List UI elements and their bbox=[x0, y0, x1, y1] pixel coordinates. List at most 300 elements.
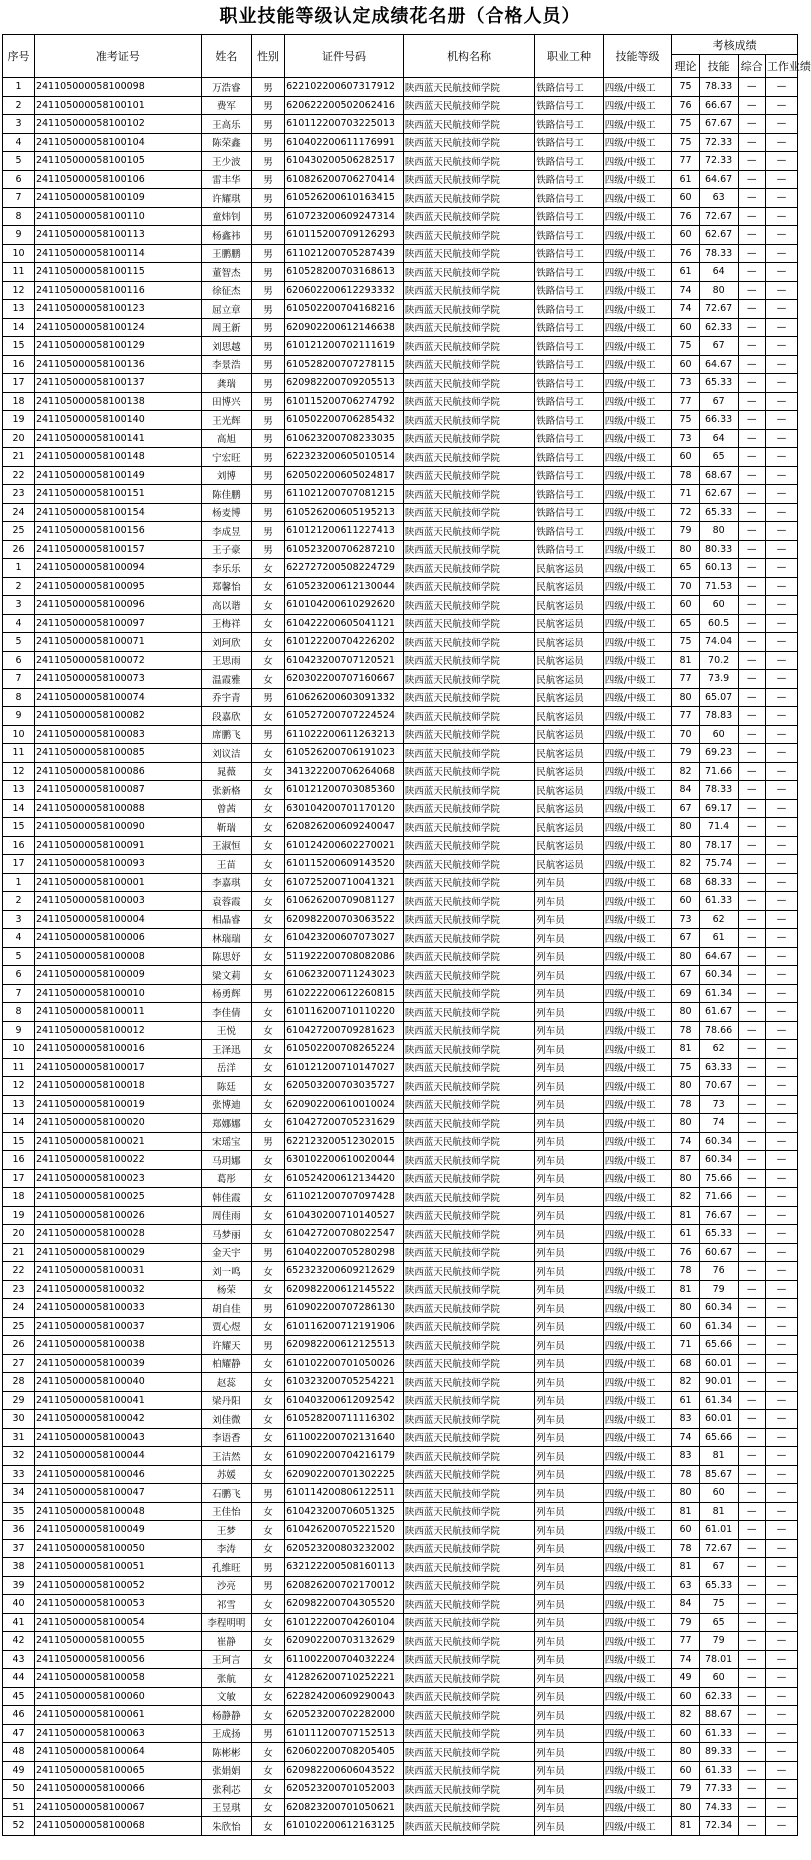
cell-name: 王昱琪 bbox=[201, 1798, 251, 1817]
cell-exam-no: 241105000058100055 bbox=[34, 1632, 201, 1651]
table-row bbox=[3, 651, 798, 670]
cell-job: 列车员 bbox=[535, 947, 604, 966]
cell-gender: 男 bbox=[251, 300, 284, 319]
cell-job: 铁路信号工 bbox=[535, 392, 604, 411]
cell-work: — bbox=[765, 1132, 797, 1151]
cell-job: 列车员 bbox=[535, 1169, 604, 1188]
cell-org: 陕西蓝天民航技师学院 bbox=[403, 947, 534, 966]
cell-skill: 68.33 bbox=[699, 873, 738, 892]
table-row bbox=[3, 207, 798, 226]
cell-seq: 19 bbox=[3, 411, 35, 430]
cell-org: 陕西蓝天民航技师学院 bbox=[403, 1077, 534, 1096]
table-row bbox=[3, 1595, 798, 1614]
cell-exam-no: 241105000058100028 bbox=[34, 1225, 201, 1244]
cell-exam-no: 241105000058100050 bbox=[34, 1539, 201, 1558]
cell-level: 四级/中级工 bbox=[603, 337, 672, 356]
cell-exam-no: 241105000058100003 bbox=[34, 892, 201, 911]
cell-theory: 74 bbox=[672, 1132, 699, 1151]
cell-gender: 女 bbox=[251, 1465, 284, 1484]
cell-gender: 男 bbox=[251, 337, 284, 356]
table-row bbox=[3, 1040, 798, 1059]
cell-name: 刘思越 bbox=[201, 337, 251, 356]
cell-level: 四级/中级工 bbox=[603, 651, 672, 670]
cell-id-no: 412826200710252221 bbox=[285, 1669, 404, 1688]
cell-gender: 女 bbox=[251, 1743, 284, 1762]
cell-id-no: 610528200707278115 bbox=[285, 355, 404, 374]
cell-seq: 2 bbox=[3, 577, 35, 596]
cell-org: 陕西蓝天民航技师学院 bbox=[403, 633, 534, 652]
cell-work: — bbox=[765, 1206, 797, 1225]
table-row bbox=[3, 984, 798, 1003]
cell-gender: 男 bbox=[251, 263, 284, 282]
cell-seq: 41 bbox=[3, 1613, 35, 1632]
cell-name: 苏媛 bbox=[201, 1465, 251, 1484]
cell-exam-no: 241105000058100043 bbox=[34, 1428, 201, 1447]
cell-work: — bbox=[765, 1169, 797, 1188]
cell-name: 王洁然 bbox=[201, 1447, 251, 1466]
cell-id-no: 610527200707224524 bbox=[285, 707, 404, 726]
cell-org: 陕西蓝天民航技师学院 bbox=[403, 725, 534, 744]
cell-skill: 60 bbox=[699, 1484, 738, 1503]
cell-exam-no: 241105000058100019 bbox=[34, 1095, 201, 1114]
cell-seq: 51 bbox=[3, 1798, 35, 1817]
cell-level: 四级/中级工 bbox=[603, 1410, 672, 1429]
table-row bbox=[3, 1169, 798, 1188]
cell-id-no: 610111200707152513 bbox=[285, 1724, 404, 1743]
cell-gender: 男 bbox=[251, 1299, 284, 1318]
cell-name: 宋瑶宝 bbox=[201, 1132, 251, 1151]
cell-theory: 84 bbox=[672, 781, 699, 800]
cell-comprehensive: — bbox=[738, 910, 765, 929]
table-row bbox=[3, 503, 798, 522]
cell-gender: 女 bbox=[251, 1632, 284, 1651]
cell-exam-no: 241105000058100022 bbox=[34, 1151, 201, 1170]
cell-level: 四级/中级工 bbox=[603, 1021, 672, 1040]
cell-work: — bbox=[765, 318, 797, 337]
cell-skill: 74.04 bbox=[699, 633, 738, 652]
cell-job: 列车员 bbox=[535, 1336, 604, 1355]
cell-work: — bbox=[765, 1780, 797, 1799]
cell-level: 四级/中级工 bbox=[603, 688, 672, 707]
cell-level: 四级/中级工 bbox=[603, 1632, 672, 1651]
cell-name: 祁雪 bbox=[201, 1595, 251, 1614]
cell-theory: 82 bbox=[672, 1373, 699, 1392]
cell-org: 陕西蓝天民航技师学院 bbox=[403, 1003, 534, 1022]
cell-gender: 男 bbox=[251, 189, 284, 208]
cell-level: 四级/中级工 bbox=[603, 799, 672, 818]
cell-work: — bbox=[765, 873, 797, 892]
table-row bbox=[3, 1021, 798, 1040]
cell-skill: 70.2 bbox=[699, 651, 738, 670]
cell-seq: 17 bbox=[3, 374, 35, 393]
cell-level: 四级/中级工 bbox=[603, 429, 672, 448]
cell-id-no: 620982200709205513 bbox=[285, 374, 404, 393]
cell-work: — bbox=[765, 207, 797, 226]
table-row bbox=[3, 1539, 798, 1558]
cell-exam-no: 241105000058100088 bbox=[34, 799, 201, 818]
cell-skill: 67 bbox=[699, 1558, 738, 1577]
cell-seq: 22 bbox=[3, 1262, 35, 1281]
cell-theory: 87 bbox=[672, 1151, 699, 1170]
cell-theory: 79 bbox=[672, 1780, 699, 1799]
cell-job: 列车员 bbox=[535, 1817, 604, 1836]
cell-name: 万浩睿 bbox=[201, 78, 251, 97]
cell-id-no: 620982200612125513 bbox=[285, 1336, 404, 1355]
cell-theory: 70 bbox=[672, 725, 699, 744]
cell-skill: 65.33 bbox=[699, 374, 738, 393]
cell-theory: 81 bbox=[672, 1040, 699, 1059]
cell-seq: 11 bbox=[3, 1058, 35, 1077]
cell-seq: 49 bbox=[3, 1761, 35, 1780]
cell-comprehensive: — bbox=[738, 688, 765, 707]
cell-id-no: 610725200710041321 bbox=[285, 873, 404, 892]
cell-name: 陈思妤 bbox=[201, 947, 251, 966]
cell-gender: 女 bbox=[251, 855, 284, 874]
cell-level: 四级/中级工 bbox=[603, 1262, 672, 1281]
cell-org: 陕西蓝天民航技师学院 bbox=[403, 392, 534, 411]
cell-seq: 1 bbox=[3, 559, 35, 578]
cell-work: — bbox=[765, 707, 797, 726]
cell-comprehensive: — bbox=[738, 1114, 765, 1133]
cell-skill: 78.01 bbox=[699, 1650, 738, 1669]
cell-id-no: 610124200602270021 bbox=[285, 836, 404, 855]
table-row bbox=[3, 281, 798, 300]
cell-name: 王少波 bbox=[201, 152, 251, 171]
cell-level: 四级/中级工 bbox=[603, 522, 672, 541]
cell-exam-no: 241105000058100041 bbox=[34, 1391, 201, 1410]
cell-level: 四级/中级工 bbox=[603, 1761, 672, 1780]
table-row bbox=[3, 1188, 798, 1207]
table-row bbox=[3, 1502, 798, 1521]
cell-org: 陕西蓝天民航技师学院 bbox=[403, 411, 534, 430]
cell-level: 四级/中级工 bbox=[603, 1613, 672, 1632]
header-scores: 考核成绩 bbox=[672, 35, 798, 55]
table-row bbox=[3, 170, 798, 189]
cell-level: 四级/中级工 bbox=[603, 614, 672, 633]
cell-job: 列车员 bbox=[535, 966, 604, 985]
cell-id-no: 622727200508224729 bbox=[285, 559, 404, 578]
cell-level: 四级/中级工 bbox=[603, 1132, 672, 1151]
cell-org: 陕西蓝天民航技师学院 bbox=[403, 577, 534, 596]
cell-org: 陕西蓝天民航技师学院 bbox=[403, 226, 534, 245]
cell-work: — bbox=[765, 1521, 797, 1540]
cell-gender: 男 bbox=[251, 448, 284, 467]
cell-name: 杨麦博 bbox=[201, 503, 251, 522]
header-work: 工作业绩 bbox=[765, 55, 797, 78]
table-row bbox=[3, 1576, 798, 1595]
cell-org: 陕西蓝天民航技师学院 bbox=[403, 1521, 534, 1540]
cell-name: 林瑞瑞 bbox=[201, 929, 251, 948]
cell-seq: 21 bbox=[3, 1243, 35, 1262]
cell-id-no: 610114200806122511 bbox=[285, 1484, 404, 1503]
cell-work: — bbox=[765, 1798, 797, 1817]
cell-id-no: 620902200703132629 bbox=[285, 1632, 404, 1651]
cell-work: — bbox=[765, 855, 797, 874]
table-row bbox=[3, 1077, 798, 1096]
cell-work: — bbox=[765, 1336, 797, 1355]
cell-id-no: 610121200710147027 bbox=[285, 1058, 404, 1077]
cell-skill: 61.34 bbox=[699, 1391, 738, 1410]
cell-comprehensive: — bbox=[738, 152, 765, 171]
cell-exam-no: 241105000058100047 bbox=[34, 1484, 201, 1503]
cell-exam-no: 241105000058100065 bbox=[34, 1761, 201, 1780]
cell-name: 王苗 bbox=[201, 855, 251, 874]
table-row bbox=[3, 1669, 798, 1688]
cell-exam-no: 241105000058100137 bbox=[34, 374, 201, 393]
cell-work: — bbox=[765, 466, 797, 485]
cell-gender: 男 bbox=[251, 1576, 284, 1595]
cell-comprehensive: — bbox=[738, 725, 765, 744]
cell-level: 四级/中级工 bbox=[603, 1391, 672, 1410]
cell-comprehensive: — bbox=[738, 78, 765, 97]
cell-gender: 女 bbox=[251, 1798, 284, 1817]
cell-job: 列车员 bbox=[535, 1761, 604, 1780]
cell-theory: 71 bbox=[672, 1336, 699, 1355]
cell-id-no: 620602200708205405 bbox=[285, 1743, 404, 1762]
cell-level: 四级/中级工 bbox=[603, 207, 672, 226]
cell-level: 四级/中级工 bbox=[603, 1780, 672, 1799]
cell-work: — bbox=[765, 1114, 797, 1133]
cell-gender: 女 bbox=[251, 1391, 284, 1410]
cell-work: — bbox=[765, 115, 797, 134]
cell-level: 四级/中级工 bbox=[603, 1521, 672, 1540]
cell-id-no: 610526200610163415 bbox=[285, 189, 404, 208]
cell-job: 列车员 bbox=[535, 1003, 604, 1022]
cell-skill: 78.83 bbox=[699, 707, 738, 726]
cell-work: — bbox=[765, 1040, 797, 1059]
cell-level: 四级/中级工 bbox=[603, 836, 672, 855]
table-row bbox=[3, 799, 798, 818]
cell-seq: 42 bbox=[3, 1632, 35, 1651]
cell-comprehensive: — bbox=[738, 1243, 765, 1262]
cell-theory: 76 bbox=[672, 244, 699, 263]
cell-work: — bbox=[765, 1761, 797, 1780]
cell-seq: 23 bbox=[3, 1280, 35, 1299]
cell-job: 列车员 bbox=[535, 1077, 604, 1096]
cell-gender: 女 bbox=[251, 614, 284, 633]
cell-exam-no: 241105000058100053 bbox=[34, 1595, 201, 1614]
cell-id-no: 620502200605024817 bbox=[285, 466, 404, 485]
cell-work: — bbox=[765, 1428, 797, 1447]
cell-seq: 31 bbox=[3, 1428, 35, 1447]
cell-level: 四级/中级工 bbox=[603, 725, 672, 744]
cell-level: 四级/中级工 bbox=[603, 1650, 672, 1669]
cell-org: 陕西蓝天民航技师学院 bbox=[403, 1114, 534, 1133]
cell-comprehensive: — bbox=[738, 540, 765, 559]
cell-gender: 男 bbox=[251, 1132, 284, 1151]
cell-id-no: 610526200706191023 bbox=[285, 744, 404, 763]
cell-exam-no: 241105000058100109 bbox=[34, 189, 201, 208]
table-row bbox=[3, 781, 798, 800]
cell-org: 陕西蓝天民航技师学院 bbox=[403, 614, 534, 633]
cell-id-no: 610423200707120521 bbox=[285, 651, 404, 670]
cell-seq: 4 bbox=[3, 614, 35, 633]
cell-seq: 11 bbox=[3, 744, 35, 763]
cell-job: 民航客运员 bbox=[535, 744, 604, 763]
cell-job: 列车员 bbox=[535, 1521, 604, 1540]
table-row bbox=[3, 244, 798, 263]
cell-gender: 男 bbox=[251, 170, 284, 189]
cell-work: — bbox=[765, 651, 797, 670]
cell-exam-no: 241105000058100157 bbox=[34, 540, 201, 559]
table-row bbox=[3, 725, 798, 744]
cell-comprehensive: — bbox=[738, 559, 765, 578]
cell-theory: 60 bbox=[672, 1317, 699, 1336]
cell-job: 列车员 bbox=[535, 1632, 604, 1651]
cell-comprehensive: — bbox=[738, 1354, 765, 1373]
table-row bbox=[3, 1225, 798, 1244]
cell-skill: 68.67 bbox=[699, 466, 738, 485]
cell-skill: 64.67 bbox=[699, 170, 738, 189]
cell-seq: 16 bbox=[3, 836, 35, 855]
table-row bbox=[3, 374, 798, 393]
cell-level: 四级/中级工 bbox=[603, 96, 672, 115]
cell-org: 陕西蓝天民航技师学院 bbox=[403, 115, 534, 134]
cell-job: 列车员 bbox=[535, 1798, 604, 1817]
roster-table bbox=[2, 34, 811, 1836]
cell-job: 民航客运员 bbox=[535, 725, 604, 744]
cell-level: 四级/中级工 bbox=[603, 1539, 672, 1558]
cell-comprehensive: — bbox=[738, 1003, 765, 1022]
cell-comprehensive: — bbox=[738, 1650, 765, 1669]
cell-skill: 67 bbox=[699, 337, 738, 356]
cell-org: 陕西蓝天民航技师学院 bbox=[403, 1817, 534, 1836]
cell-work: — bbox=[765, 1613, 797, 1632]
table-row bbox=[3, 1354, 798, 1373]
cell-skill: 60.01 bbox=[699, 1410, 738, 1429]
cell-job: 铁路信号工 bbox=[535, 318, 604, 337]
cell-org: 陕西蓝天民航技师学院 bbox=[403, 892, 534, 911]
cell-exam-no: 241105000058100141 bbox=[34, 429, 201, 448]
table-row bbox=[3, 1114, 798, 1133]
cell-id-no: 610423200607073027 bbox=[285, 929, 404, 948]
table-row bbox=[3, 115, 798, 134]
cell-name: 段嘉欣 bbox=[201, 707, 251, 726]
cell-org: 陕西蓝天民航技师学院 bbox=[403, 1669, 534, 1688]
cell-exam-no: 241105000058100029 bbox=[34, 1243, 201, 1262]
cell-comprehensive: — bbox=[738, 133, 765, 152]
table-row bbox=[3, 1447, 798, 1466]
cell-gender: 女 bbox=[251, 1262, 284, 1281]
cell-id-no: 622824200609290043 bbox=[285, 1687, 404, 1706]
cell-id-no: 610524200612134420 bbox=[285, 1169, 404, 1188]
table-row bbox=[3, 577, 798, 596]
cell-skill: 61.33 bbox=[699, 892, 738, 911]
cell-theory: 81 bbox=[672, 1206, 699, 1225]
cell-exam-no: 241105000058100074 bbox=[34, 688, 201, 707]
cell-org: 陕西蓝天民航技师学院 bbox=[403, 1021, 534, 1040]
cell-exam-no: 241105000058100097 bbox=[34, 614, 201, 633]
cell-id-no: 620982200612145522 bbox=[285, 1280, 404, 1299]
cell-comprehensive: — bbox=[738, 1225, 765, 1244]
cell-gender: 女 bbox=[251, 1188, 284, 1207]
cell-job: 列车员 bbox=[535, 1391, 604, 1410]
cell-skill: 60 bbox=[699, 1669, 738, 1688]
cell-job: 铁路信号工 bbox=[535, 429, 604, 448]
cell-level: 四级/中级工 bbox=[603, 873, 672, 892]
cell-theory: 76 bbox=[672, 96, 699, 115]
cell-seq: 26 bbox=[3, 1336, 35, 1355]
cell-work: — bbox=[765, 1317, 797, 1336]
cell-comprehensive: — bbox=[738, 485, 765, 504]
cell-theory: 60 bbox=[672, 318, 699, 337]
cell-name: 王子豪 bbox=[201, 540, 251, 559]
cell-gender: 男 bbox=[251, 522, 284, 541]
cell-level: 四级/中级工 bbox=[603, 1447, 672, 1466]
cell-job: 列车员 bbox=[535, 1539, 604, 1558]
cell-id-no: 610826200706270414 bbox=[285, 170, 404, 189]
cell-work: — bbox=[765, 1539, 797, 1558]
cell-skill: 75 bbox=[699, 1595, 738, 1614]
cell-job: 民航客运员 bbox=[535, 614, 604, 633]
cell-seq: 15 bbox=[3, 1132, 35, 1151]
cell-level: 四级/中级工 bbox=[603, 1373, 672, 1392]
table-row bbox=[3, 1465, 798, 1484]
cell-comprehensive: — bbox=[738, 1280, 765, 1299]
cell-gender: 男 bbox=[251, 1558, 284, 1577]
cell-exam-no: 241105000058100058 bbox=[34, 1669, 201, 1688]
cell-theory: 75 bbox=[672, 115, 699, 134]
cell-name: 梁丹阳 bbox=[201, 1391, 251, 1410]
table-row bbox=[3, 540, 798, 559]
cell-name: 郑馨怡 bbox=[201, 577, 251, 596]
cell-level: 四级/中级工 bbox=[603, 466, 672, 485]
cell-id-no: 610523200706287210 bbox=[285, 540, 404, 559]
cell-work: — bbox=[765, 1299, 797, 1318]
cell-name: 杨勇辉 bbox=[201, 984, 251, 1003]
cell-exam-no: 241105000058100138 bbox=[34, 392, 201, 411]
cell-skill: 80 bbox=[699, 281, 738, 300]
cell-id-no: 610222200612260815 bbox=[285, 984, 404, 1003]
cell-skill: 80.33 bbox=[699, 540, 738, 559]
cell-work: — bbox=[765, 1003, 797, 1022]
cell-comprehensive: — bbox=[738, 300, 765, 319]
cell-comprehensive: — bbox=[738, 1391, 765, 1410]
cell-id-no: 610115200706274792 bbox=[285, 392, 404, 411]
cell-org: 陕西蓝天民航技师学院 bbox=[403, 152, 534, 171]
cell-theory: 79 bbox=[672, 1613, 699, 1632]
cell-name: 屈立章 bbox=[201, 300, 251, 319]
cell-comprehensive: — bbox=[738, 281, 765, 300]
cell-work: — bbox=[765, 133, 797, 152]
cell-level: 四级/中级工 bbox=[603, 485, 672, 504]
cell-job: 列车员 bbox=[535, 873, 604, 892]
cell-name: 刘珂欣 bbox=[201, 633, 251, 652]
roster-body bbox=[3, 78, 798, 1836]
cell-gender: 男 bbox=[251, 152, 284, 171]
cell-seq: 23 bbox=[3, 485, 35, 504]
cell-skill: 61.34 bbox=[699, 1317, 738, 1336]
table-row bbox=[3, 1280, 798, 1299]
cell-theory: 60 bbox=[672, 1761, 699, 1780]
cell-work: — bbox=[765, 910, 797, 929]
table-row bbox=[3, 263, 798, 282]
cell-exam-no: 241105000058100066 bbox=[34, 1780, 201, 1799]
cell-level: 四级/中级工 bbox=[603, 818, 672, 837]
cell-seq: 22 bbox=[3, 466, 35, 485]
cell-level: 四级/中级工 bbox=[603, 115, 672, 134]
cell-exam-no: 241105000058100016 bbox=[34, 1040, 201, 1059]
cell-name: 龚瑞 bbox=[201, 374, 251, 393]
cell-exam-no: 241105000058100048 bbox=[34, 1502, 201, 1521]
cell-comprehensive: — bbox=[738, 781, 765, 800]
cell-job: 列车员 bbox=[535, 1280, 604, 1299]
cell-job: 民航客运员 bbox=[535, 633, 604, 652]
cell-gender: 女 bbox=[251, 1021, 284, 1040]
cell-exam-no: 241105000058100154 bbox=[34, 503, 201, 522]
cell-work: — bbox=[765, 170, 797, 189]
cell-exam-no: 241105000058100102 bbox=[34, 115, 201, 134]
